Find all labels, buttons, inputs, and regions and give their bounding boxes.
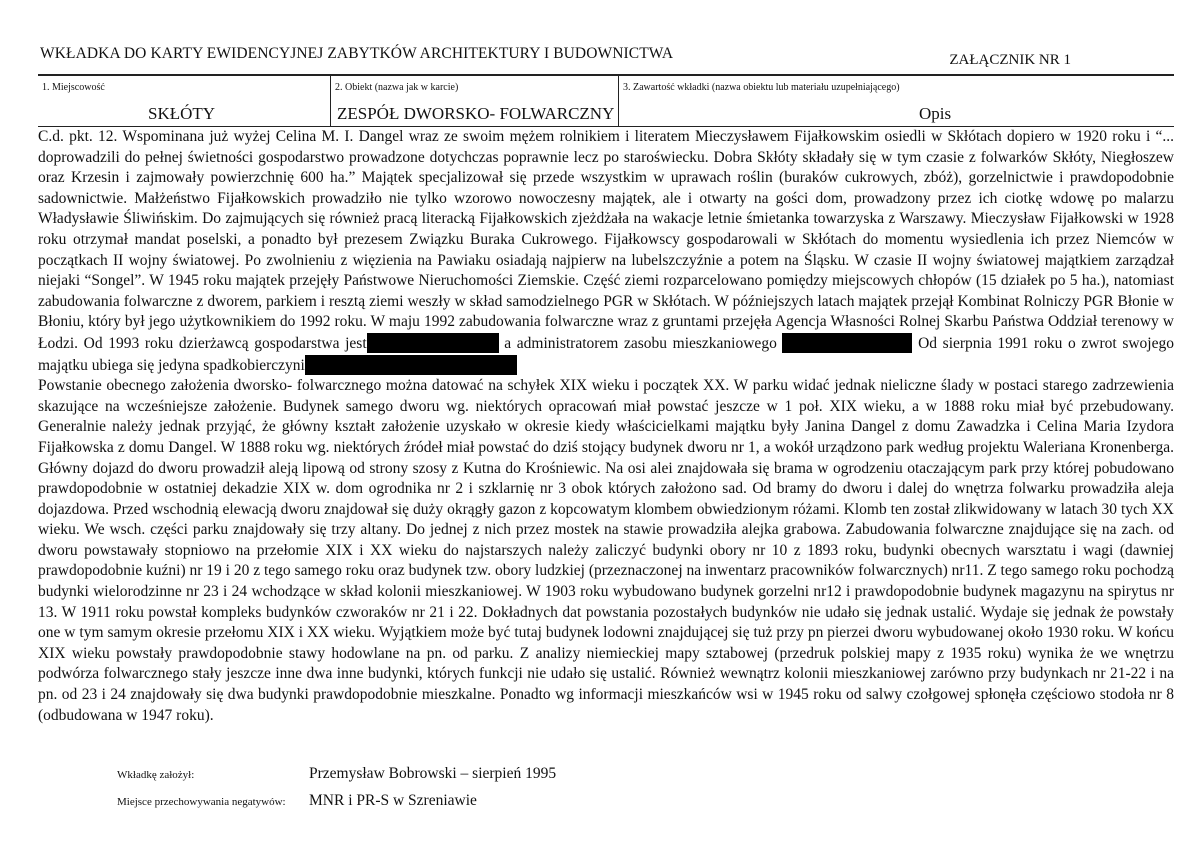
content-value: Opis: [919, 104, 952, 123]
paragraph-history: [38, 127, 1174, 376]
redaction-block: [367, 333, 499, 353]
storage-label: Miejsce przechowywania negatywów:: [117, 796, 286, 808]
object-cell: [330, 76, 619, 126]
object-label: 2. Obiekt (nazwa jak w karcie): [335, 82, 459, 93]
paragraph-history-part-1: C.d. pkt. 12. Wspominana już wyżej Celina M. I. Dangel wraz ze swoim mężem rolnikiem i literatem Mieczysławem Fijałkowskim osiedli w Skłótach dopiero w 1920 roku i “... doprowadzili do pełnej świetności gospodarstwo prowadzone dotychczas poprawnie lecz po staroświecku. Dobra Skłóty składały się w tym czasie z folwarków Skłóty, Niegłoszew oraz Krzesin i zajmowały powierzchnię 600 ha.” Majątek specjalizował się przede wszystkim w uprawach roślin (buraków cukrowych, zbóż), gorzelnictwie i prawdopodobnie sadownictwie. Małżeństwo Fijałkowskich prowadziło nie tylko wzorowo nowoczesny majątek, ale i otwarty na gości dom, prowadzony przez ich ciotkę wdowę po malarzu Władysławie Śliwińskim. Do zajmujących się również pracą literacką Fijałkowskich zjeżdżała na wakacje letnie śmietanka towarzyska z Warszawy. Mieczysław Fijałkowski w 1928 roku otrzymał mandat poselski, a ponadto był prezesem Związku Buraka Cukrowego. Fijałkowscy gospodarowali w Skłótach do momentu wysiedlenia ich przez Niemców w początkach II wojny światowej. Po zwolnieniu z więzienia na Pawiaku osiadają najpierw na lubelszczyźnie a potem na Śląsku. W czasie II wojny światowej majątkiem zarządzał niejaki “Songel”. W 1945 roku majątek przejęły Państwowe Nieruchomości Ziemskie. Część ziemi rozparcelowano pomiędzy miejscowych chłopów (15 działek po 5 ha.), natomiast zabudowania folwarczne z dworem, parkiem i resztą ziemi weszły w skład samodzielnego PGR w Skłótach. W późniejszych latach majątek przejął Kombinat Rolniczy PGR Błonie w Błoniu, który był jego użytkownikiem do 1992 roku. W maju 1992 zabudowania folwarczne wraz z gruntami przejęła Agencja Własności Rolnej Skarbu Państwa Oddział terenowy w Łodzi. Od 1993 roku dzierżawcą gospodarstwa jest: [38, 128, 1174, 352]
redaction-block: [305, 355, 517, 375]
author-label: Wkładkę założył:: [117, 769, 195, 781]
document-title: WKŁADKA DO KARTY EWIDENCYJNEJ ZABYTKÓW ARCHITEKTURY I BUDOWNICTWA: [40, 45, 674, 62]
author-value: Przemysław Bobrowski – sierpień 1995: [309, 765, 557, 782]
redaction-block: [782, 333, 912, 353]
content-cell: [618, 76, 1175, 126]
object-value: ZESPÓŁ DWORSKO- FOLWARCZNY: [337, 104, 615, 123]
locality-cell: [38, 76, 330, 126]
paragraph-history-part-3: Od sierpnia 1991 roku o zwrot swojego majątku ubiega się jedyna spadkobierczyni: [38, 334, 1174, 374]
attachment-label: ZAŁĄCZNIK NR 1: [949, 52, 1071, 68]
content-label: 3. Zawartość wkładki (nazwa obiektu lub materiału uzupełniającego): [623, 82, 900, 93]
paragraph-architecture: Powstanie obecnego założenia dworsko- folwarcznego można datować na schyłek XIX wieku i początek XX. W parku widać jednak nieliczne ślady w postaci starego zadrzewienia skazujące na wcześniejsze założenie. Budynek samego dworu wg. niektórych opracowań miał powstać jeszcze w 1 poł. XIX wieku, a w 1888 roku miał być przebudowany. Generalnie należy jednak przyjąć, że główny kształt założenie uzyskało w okresie kiedy właścicielkami majątku były Janina Dangel z domu Zawadzka i Celina Maria Izydora Fijałkowska z domu Dangel. W 1888 roku wg. niektórych źródeł miał powstać do dziś stojący budynek dworu nr 1, a wokół urządzono park według projektu Waleriana Kronenberga. Główny dojazd do dworu prowadził aleją lipową od strony szosy z Kutna do Krośniewic. Na osi alei znajdowała się brama w ogrodzeniu otaczającym park przy której pobudowano prawdopodobnie w ostatniej dekadzie XIX w. dom ogrodnika nr 2 i szklarnię nr 3 obok których założono sad. Od bramy do dworu i dalej do wnętrza folwarku prowadziła aleja dojazdowa. Przed wschodnią elewacją dworu znajdował się duży okrągły gazon z kopcowatym klombem obwiedzionym różami. Klomb ten został zlikwidowany w latach 30 tych XX wieku. We wsch. części parku znajdowały się trzy altany. Do jednej z nich przez mostek na stawie prowadziła alejka grabowa. Zabudowania folwarczne znajdujące się na zach. od dworu powstawały stopniowo na przełomie XIX i XX wieku do najstarszych należy zaliczyć budynki obory nr 10 z 1893 roku, budynki obecnych warsztatu i wagi (dawniej prawdopodobnie kuźni) nr 19 i 20 z tego samego roku oraz budynek tzw. obory ludzkiej (przeznaczonej na inwentarz pracowników folwarcznych) nr11. Z tego samego roku pochodzą budynki wielorodzinne nr 23 i 24 wchodzące w skład kolonii mieszkaniowej. W 1903 roku wybudowano budynek gorzelni nr12 i prawdopodobnie budynek magazynu na spirytus nr 13. W 1911 roku powstał kompleks budynków czworaków nr 21 i 22. Dokładnych dat powstania pozostałych budynków nie udało się jednak ustalić. Wydaje się jednak że powstały one w tym samym okresie przełomu XIX i XX wieku. Wyjątkiem może być tutaj budynek lodowni znajdującej się tuż przy pn pierzei dworu wybudowanej około 1930 roku. W końcu XIX wieku powstały prawdopodobnie stawy hodowlane na pn. od parku. Z analizy niemieckiej mapy sztabowej (przedruk polskiej mapy z 1935 roku) wynika że we wnętrzu podwórza folwarcznego stały jeszcze inne dwa inne budynki, których funkcji nie udało się ustalić. Również wewnątrz kolonii mieszkaniowej zarówno przy budynkach nr 21-22 i na pn. od 23 i 24 znajdowały się dwa budynki prawdopodobnie mieszkalne. Ponadto wg informacji mieszkańców wsi w 1945 roku od salwy czołgowej spłonęła częściowo stodoła nr 8 (odbudowana w 1947 roku).: [38, 377, 1174, 724]
paragraph-history-part-2: a administratorem zasobu mieszkaniowego: [498, 334, 783, 352]
storage-value: MNR i PR-S w Szreniawie: [309, 792, 477, 809]
header-table: [38, 74, 1174, 127]
locality-label: 1. Miejscowość: [42, 82, 105, 93]
locality-value: SKŁÓTY: [148, 104, 216, 123]
description-text: [38, 127, 1174, 726]
